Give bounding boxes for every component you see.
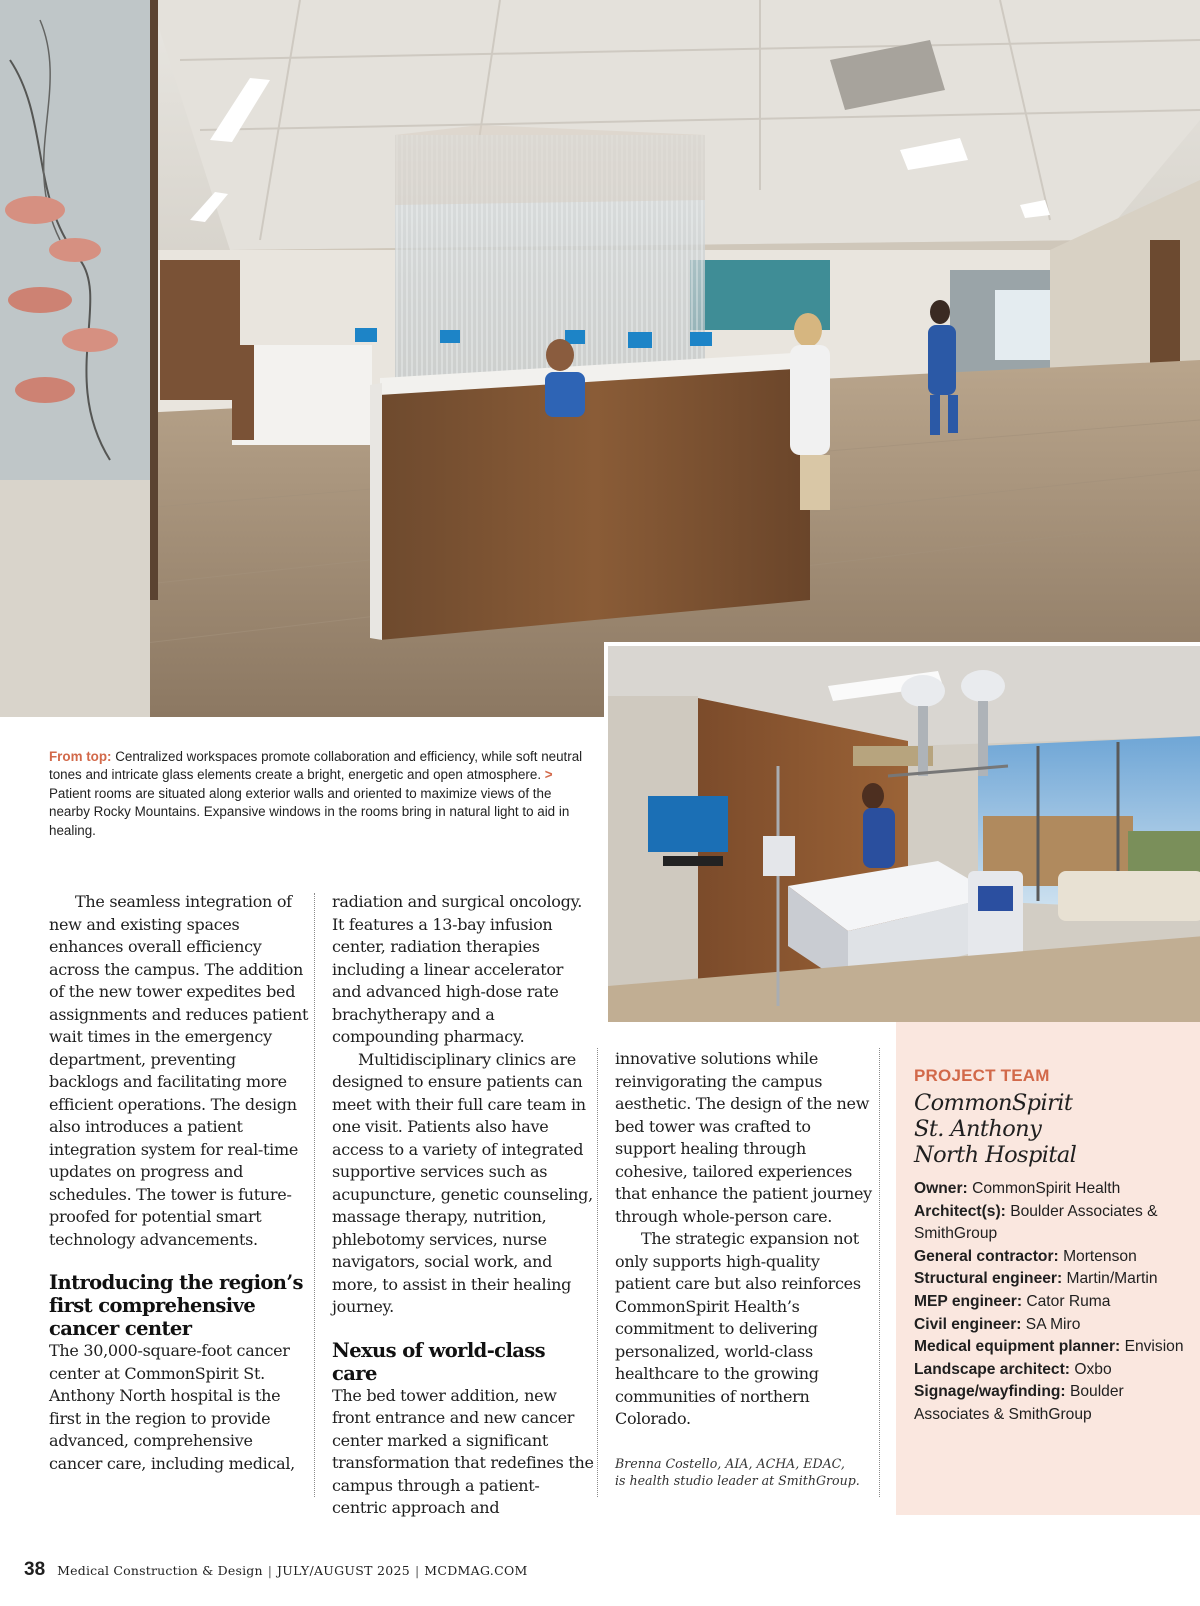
project-name-line: North Hospital: [914, 1142, 1077, 1168]
footer-separator: |: [415, 1563, 420, 1578]
project-name-line: CommonSpirit: [914, 1090, 1073, 1116]
paragraph: The strategic expansion not only supports high-quality patient care but also reinforces CommonSpirit Health’s commitment to delivering personalized, world-class healthcare to the growing communities of northern Colorado.: [615, 1229, 861, 1428]
column-divider: [879, 1048, 880, 1497]
team-role: [914, 1359, 1186, 1382]
caption-text-bottom: Patient rooms are situated along exterior walls and oriented to maximize views of the nearby Rocky Mountains. Expansive windows in the rooms bring in natural light to aid in healing.: [49, 785, 570, 838]
magazine-name: Medical Construction & Design: [57, 1563, 263, 1578]
role-value: CommonSpirit Health: [972, 1180, 1121, 1197]
role-label: Signage/wayfinding:: [914, 1383, 1066, 1401]
team-role: [914, 1268, 1186, 1291]
page-number: 38: [24, 1559, 46, 1580]
column-2: [332, 891, 594, 1520]
role-label: Structural engineer:: [914, 1270, 1063, 1288]
column-divider: [314, 893, 315, 1497]
role-value: SA Miro: [1025, 1315, 1081, 1333]
paragraph: The bed tower addition, new front entrance and new cancer center marked a significant transformation that redefines the campus through a patient-centric approach and: [332, 1385, 594, 1517]
project-name-line: St. Anthony: [914, 1116, 1042, 1142]
role-value: Envision: [1124, 1338, 1184, 1356]
issue-date: JULY/AUGUST 2025: [276, 1563, 411, 1578]
role-label: Landscape architect:: [914, 1360, 1070, 1378]
nurse-station-photo: [0, 0, 1200, 717]
footer-separator: |: [267, 1563, 272, 1578]
project-name: [914, 1090, 1186, 1168]
role-label: Architect(s):: [914, 1202, 1006, 1220]
paragraph: The 30,000-square-foot cancer center at CommonSpirit St. Anthony North hospital is the first in the region to provide advanced, comprehensive cancer care, including medical,: [49, 1341, 295, 1473]
role-value: Oxbo: [1074, 1360, 1112, 1378]
caption-lead: From top:: [49, 749, 112, 764]
paragraph: Multidisciplinary clinics are designed to ensure patients can meet with their full care team in one visit. Patients also have access to a variety of integrated supportive services such as acupuncture, genetic counseling, massage therapy, nutrition, phlebotomy services, nurse navigators, social work, and more, to assist in their healing journey.: [332, 1049, 593, 1316]
section-heading: Introducing the region’s first comprehensive cancer center: [49, 1271, 303, 1340]
role-label: MEP engineer:: [914, 1292, 1023, 1310]
role-label: Owner:: [914, 1180, 968, 1197]
team-role: [914, 1336, 1186, 1359]
column-3: [615, 1048, 875, 1431]
patient-room-photo: [604, 642, 1200, 1022]
team-role: [914, 1314, 1186, 1337]
team-role: [914, 1381, 1186, 1426]
role-value: Boulder Associates & SmithGroup: [914, 1383, 1124, 1423]
website-link[interactable]: MCDMAG.COM: [424, 1563, 528, 1578]
project-team-box: [896, 1022, 1200, 1515]
team-roles: [914, 1178, 1186, 1427]
column-1: [49, 891, 309, 1475]
byline-line-2: is health studio leader at SmithGroup.: [615, 1473, 860, 1488]
team-role: [914, 1291, 1186, 1314]
team-role: [914, 1201, 1186, 1246]
role-value: Cator Ruma: [1026, 1292, 1111, 1310]
column-divider: [597, 1048, 598, 1497]
team-role: [914, 1178, 1186, 1201]
byline-line-1: Brenna Costello, AIA, ACHA, EDAC,: [615, 1456, 845, 1471]
paragraph: radiation and surgical oncology. It features a 13-bay infusion center, radiation therapies including a linear accelerator and advanced high-dose rate brachytherapy and a compounding pharmacy.: [332, 892, 582, 1046]
page-footer: [24, 1559, 528, 1585]
author-byline: [615, 1455, 880, 1489]
paragraph: The seamless integration of new and existing spaces enhances overall efficiency across the campus. The addition of the new tower expedites bed assignments and reduces patient wait times in the emergency department, preventing backlogs and facilitating more efficient operations. The design also introduces a patient integration system for real-time updates on progress and schedules. The tower is future-proofed for potential smart technology advancements.: [49, 892, 309, 1249]
caption-arrow: >: [544, 767, 553, 783]
role-value: Boulder Associates & SmithGroup: [914, 1202, 1158, 1243]
caption-text-top: Centralized workspaces promote collaboration and efficiency, while soft neutral tones and intricate glass elements create a bright, energetic and open atmosphere.: [49, 749, 583, 783]
project-team-heading: PROJECT TEAM: [914, 1066, 1050, 1085]
role-value: Mortenson: [1063, 1247, 1137, 1265]
section-heading: Nexus of world-class care: [332, 1338, 546, 1385]
role-label: Medical equipment planner:: [914, 1338, 1121, 1356]
role-label: General contractor:: [914, 1247, 1059, 1265]
team-role: [914, 1246, 1186, 1269]
role-label: Civil engineer:: [914, 1315, 1022, 1333]
photo-caption: [49, 748, 589, 840]
role-value: Martin/Martin: [1066, 1270, 1158, 1288]
paragraph: innovative solutions while reinvigorating the campus aesthetic. The design of the new bed tower was crafted to support healing through cohesive, tailored experiences that enhance the patient journey through whole-person care.: [615, 1049, 872, 1226]
